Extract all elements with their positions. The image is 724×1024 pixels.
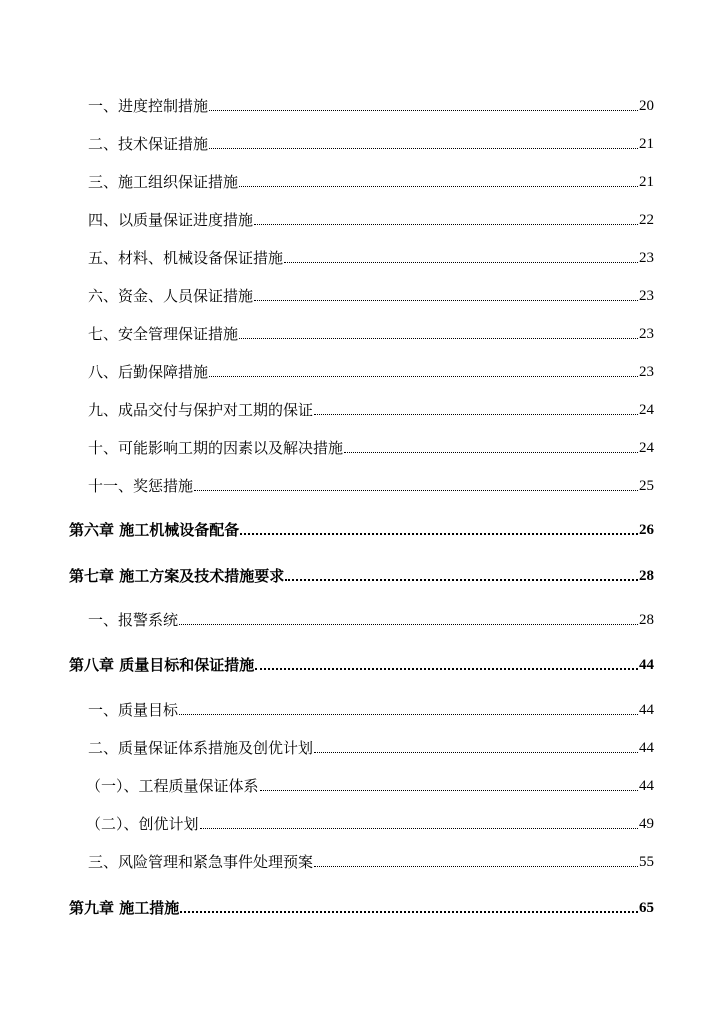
toc-entry-risk-emergency[interactable]: [88, 850, 654, 872]
toc-dot-leader: [254, 224, 638, 225]
toc-entry-label: 第六章 施工机械设备配备: [69, 521, 240, 539]
toc-dot-leader: [179, 714, 638, 715]
toc-page-number: 28: [639, 568, 654, 584]
toc-entry-progress-control[interactable]: [88, 94, 654, 116]
toc-entry-label: （一）、工程质量保证体系: [86, 777, 259, 795]
toc-entry-quality-target[interactable]: [88, 698, 654, 720]
toc-dot-leader: [239, 338, 638, 339]
toc-entry-label: 四、以质量保证进度措施: [88, 211, 254, 229]
toc-dot-leader: [284, 262, 638, 263]
toc-dot-leader: [194, 490, 638, 491]
toc-page-number: 44: [639, 740, 654, 756]
toc-chapter-8[interactable]: [69, 653, 654, 675]
toc-dot-leader: [240, 533, 638, 535]
toc-dot-leader: [209, 110, 638, 111]
toc-chapter-6[interactable]: [69, 518, 654, 540]
toc-page-number: 44: [639, 702, 654, 718]
toc-entry-alarm-system[interactable]: [88, 608, 654, 630]
toc-entry-label: 十、可能影响工期的因素以及解决措施: [88, 439, 344, 457]
toc-page-number: 44: [639, 657, 654, 673]
toc-entry-label: 一、报警系统: [88, 611, 179, 629]
toc-entry-funds-personnel[interactable]: [88, 284, 654, 306]
toc-entry-label: 第九章 施工措施: [69, 899, 180, 917]
toc-page-number: 23: [639, 364, 654, 380]
toc-entry-quality-system-plan[interactable]: [88, 736, 654, 758]
toc-entry-logistics-support[interactable]: [88, 360, 654, 382]
toc-entry-label: 五、材料、机械设备保证措施: [88, 249, 284, 267]
toc-entry-technical-assurance[interactable]: [88, 132, 654, 154]
toc-entry-rewards-penalties[interactable]: [88, 474, 654, 496]
toc-page-number: 24: [639, 402, 654, 418]
toc-dot-leader: [344, 452, 638, 453]
toc-page-number: 22: [639, 212, 654, 228]
toc-entry-label: 第七章 施工方案及技术措施要求: [69, 567, 285, 585]
toc-page-number: 24: [639, 440, 654, 456]
toc-entry-safety-management[interactable]: [88, 322, 654, 344]
toc-entry-label: 二、质量保证体系措施及创优计划: [88, 739, 314, 757]
toc-page-number: 49: [639, 816, 654, 832]
toc-entry-label: 九、成品交付与保护对工期的保证: [88, 401, 314, 419]
toc-page-number: 21: [639, 174, 654, 190]
toc-entry-label: 一、进度控制措施: [88, 97, 209, 115]
toc-page-number: 23: [639, 326, 654, 342]
toc-page-number: 25: [639, 478, 654, 494]
toc-dot-leader: [260, 790, 638, 791]
toc-dot-leader: [285, 579, 638, 581]
toc-dot-leader: [255, 668, 638, 670]
toc-page-number: 44: [639, 778, 654, 794]
toc-chapter-7[interactable]: [69, 564, 654, 586]
toc-entry-quality-for-progress[interactable]: [88, 208, 654, 230]
toc-page-number: 65: [639, 900, 654, 916]
toc-dot-leader: [200, 828, 638, 829]
toc-dot-leader: [314, 414, 638, 415]
toc-dot-leader: [179, 624, 638, 625]
toc-entry-product-delivery[interactable]: [88, 398, 654, 420]
toc-entry-label: 第八章 质量目标和保证措施: [69, 656, 255, 674]
toc-dot-leader: [314, 866, 638, 867]
toc-page-number: 21: [639, 136, 654, 152]
toc-page-number: 23: [639, 288, 654, 304]
toc-entry-label: 七、安全管理保证措施: [88, 325, 239, 343]
toc-entry-schedule-factors[interactable]: [88, 436, 654, 458]
toc-entry-label: 八、后勤保障措施: [88, 363, 209, 381]
toc-entry-label: 三、施工组织保证措施: [88, 173, 239, 191]
toc-dot-leader: [314, 752, 638, 753]
toc-dot-leader: [209, 148, 638, 149]
toc-entry-excellence-plan[interactable]: [86, 812, 654, 834]
toc-entry-label: 十一、奖惩措施: [88, 477, 194, 495]
toc-page-number: 23: [639, 250, 654, 266]
toc-dot-leader: [209, 376, 638, 377]
toc-entry-organization-assurance[interactable]: [88, 170, 654, 192]
toc-entry-label: 六、资金、人员保证措施: [88, 287, 254, 305]
toc-entry-label: （二）、创优计划: [86, 815, 199, 833]
toc-entry-materials-equipment[interactable]: [88, 246, 654, 268]
toc-page-number: 28: [639, 612, 654, 628]
toc-entry-quality-assurance-system[interactable]: [86, 774, 654, 796]
toc-entry-label: 一、质量目标: [88, 701, 179, 719]
toc-chapter-9[interactable]: [69, 896, 654, 918]
toc-dot-leader: [180, 911, 638, 913]
toc-dot-leader: [254, 300, 638, 301]
toc-page-number: 55: [639, 854, 654, 870]
toc-page-number: 26: [639, 522, 654, 538]
toc-entry-label: 三、风险管理和紧急事件处理预案: [88, 853, 314, 871]
toc-page-number: 20: [639, 98, 654, 114]
toc-entry-label: 二、技术保证措施: [88, 135, 209, 153]
toc-dot-leader: [239, 186, 638, 187]
